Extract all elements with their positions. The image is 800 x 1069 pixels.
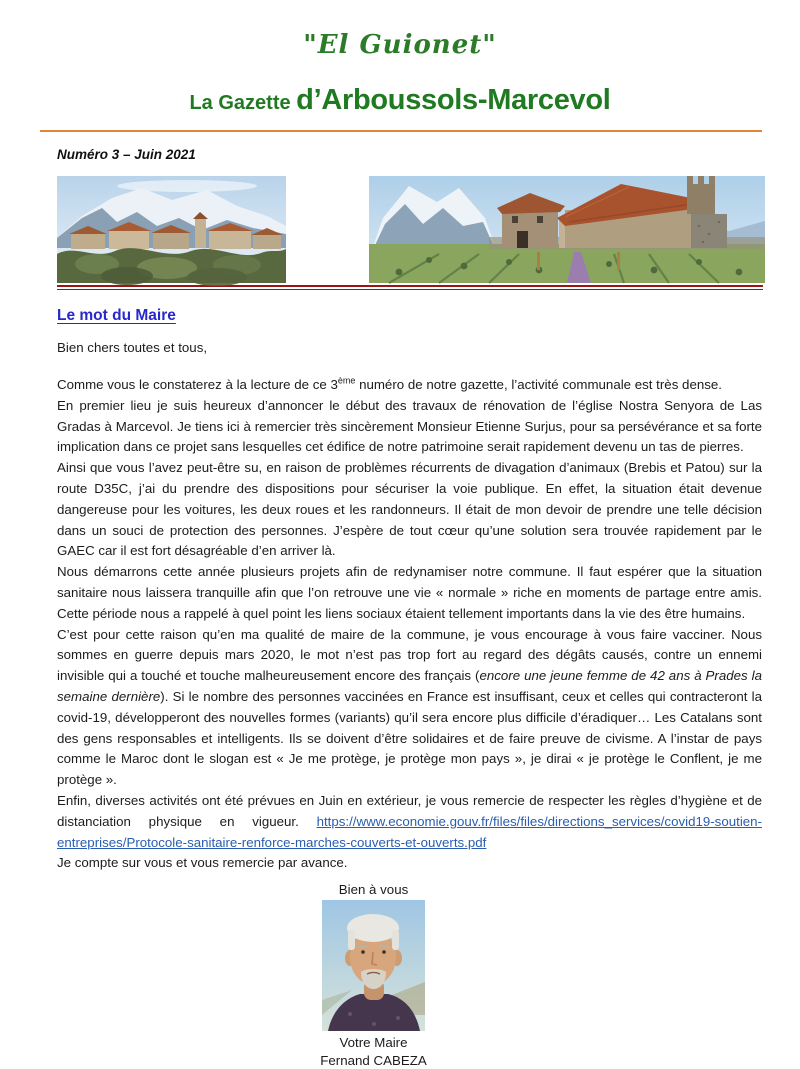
paragraph-intro-text: Comme vous le constaterez à la lecture de ce 3 bbox=[57, 377, 338, 392]
mayor-portrait bbox=[322, 900, 425, 1031]
paragraph-activities bbox=[57, 791, 762, 853]
ordinal-superscript: ème bbox=[337, 375, 356, 386]
photo-row bbox=[57, 176, 800, 283]
gazette-title bbox=[0, 84, 800, 121]
article bbox=[57, 307, 762, 1069]
paragraph-vaccination-text: C’est pour cette raison qu’en ma qualité de maire de la commune, je vous encourage à vous faire vacciner. Nous sommes en guerre depuis mars 2020, le mot n’est pas trop fort au regard des dégâts causés, contre un ennemi invisible qui a touché et touche malheureusement encore des français ( bbox=[57, 626, 762, 684]
paragraph-activities-text: Enfin, diverses activités ont été prévues en Juin en extérieur, je vous remercie de respecter les règles d’hygiène et de distanciation physique en vigueur. bbox=[57, 792, 762, 829]
covid-protocol-link[interactable]: https://www.economie.gouv.fr/files/files/directions_services/covid19-soutien-entreprises/Protocole-sanitaire-renforce-marches-couverts-et-ouverts.pdf bbox=[57, 813, 762, 850]
paragraph-intro bbox=[57, 375, 762, 396]
paragraph-intro-rest: numéro de notre gazette, l’activité communale est très dense. bbox=[355, 377, 722, 392]
paragraph-church-renovation: En premier lieu je suis heureux d’annoncer le début des travaux de rénovation de l’église Nostra Senyora de Las Gradas à Marcevol. Je tiens ici à remercier très sincèrement Monsieur Etienne Surjus, pour sa persévérance et sa forte implication dans ce projet sans lesquelles cet édifice de notre patrimoine serait rapidement devenu un tas de pierres. bbox=[57, 397, 762, 455]
newsletter-title: "El Guionet" bbox=[303, 30, 497, 60]
closing-line: Je compte sur vous et vous remercie par avance. bbox=[57, 855, 348, 871]
signature-block bbox=[21, 882, 726, 1069]
paragraph-vaccination-italic: encore une jeune femme de 42 ans à Prades la semaine dernière bbox=[57, 668, 762, 704]
priory-photo bbox=[369, 176, 765, 283]
paragraph-road-safety: Ainsi que vous l’avez peut-être su, en raison de problèmes récurrents de divagation d’animaux (Brebis et Patou) sur la route D35C, j’ai du prendre des dispositions pour sécuriser la voie publique. En effet, la situation était devenue dangereuse pour les voitures, les deux roues et les randonneurs. Il était de mon devoir de prendre une telle décision dans un souci de protection des personnes. J’espère de tout cœur qu’une solution sera trouvée rapidement par le GAEC car il est fort désagréable d’en arriver là. bbox=[57, 460, 762, 559]
paragraph-projects: Nous démarrons cette année plusieurs projets afin de redynamiser notre commune. Il faut espérer que la situation sanitaire nous laissera tranquille afin que l’on retrouve une vie « normale » riche en moments de partage entre amis. Cette période nous a rappelé à quel point les liens sociaux étaient tellement importants dans la vie des être humains. bbox=[57, 564, 762, 621]
gazette-title-prefix: La Gazette bbox=[189, 92, 297, 114]
signature-name: Fernand CABEZA bbox=[320, 1052, 427, 1068]
salutation: Bien chers toutes et tous, bbox=[57, 340, 208, 355]
issue-number-line: Numéro 3 – Juin 2021 bbox=[57, 147, 196, 162]
signoff: Bien à vous bbox=[338, 882, 409, 898]
masthead-divider-rule bbox=[40, 130, 762, 132]
village-photo bbox=[57, 176, 286, 283]
photos-divider-rule bbox=[57, 285, 763, 290]
masthead bbox=[0, 0, 800, 162]
gazette-title-name: d’Arboussols-Marcevol bbox=[296, 84, 611, 116]
paragraph-vaccination bbox=[57, 625, 762, 791]
article-body bbox=[57, 375, 762, 874]
article-heading: Le mot du Maire bbox=[57, 307, 176, 324]
signature-role: Votre Maire bbox=[339, 1035, 408, 1051]
paragraph-vaccination-rest: ). Si le nombre des personnes vaccinées en France est insuffisant, ceux et celles qui contracteront la covid-19, développeront des nouvelles formes (variants) qu’il sera encore plus difficile d’éradiquer… Les Catalans sont des gens responsables et intelligents. Ils se doivent d’être solidaires et de faire preuve de civisme. A l’instar de pays comme le Maroc dont le slogan est « Je me protège, je protège mon pays », je dirai « je protège le Conflent, je me protège ». bbox=[57, 688, 762, 788]
